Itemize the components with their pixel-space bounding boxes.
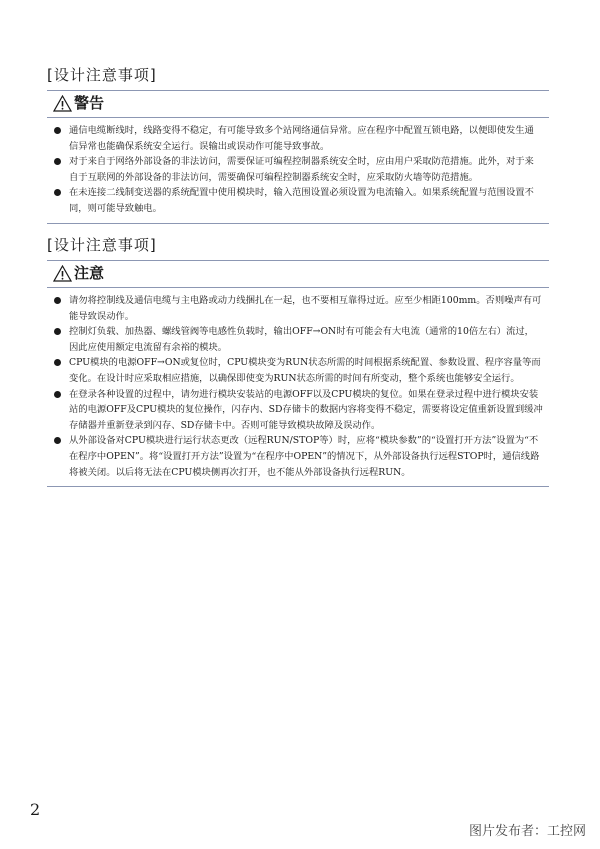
warning-box bbox=[47, 90, 549, 224]
list-item bbox=[47, 355, 549, 386]
watermark: 图片发布者：工控网 bbox=[468, 824, 586, 839]
list-item-text: 对于来自于网络外部设备的非法访问，需要保证可编程控制器系统安全时，应由用户采取防范措施。此外，对于来自于互联网的外部设备的非法访问，需要确保可编程控制器系统安全时，应采取防火墙等防范措施。 bbox=[69, 156, 534, 183]
list-item-text: 在登录各种设置的过程中，请勿进行模块安装站的电源OFF以及CPU模块的复位。如果在登录过程中进行模块安装站的电源OFF及CPU模块的复位操作，闪存内、SD存储卡的数据内容将变得不稳定，需要将设定值重新设置到缓冲存储器并重新登录到闪存、SD存储卡中。否则可能导致模块故障及误动作。 bbox=[69, 388, 543, 431]
section-title: [设计注意事项] bbox=[47, 66, 157, 84]
bullet-icon bbox=[54, 127, 61, 134]
list-item bbox=[47, 387, 549, 434]
list-item-text: 通信电缆断线时，线路变得不稳定，有可能导致多个站网络通信异常。应在程序中配置互锁电路，以便即使发生通信异常也能确保系统安全运行。误输出或误动作可能导致事故。 bbox=[69, 125, 534, 152]
caution-list bbox=[47, 288, 549, 486]
caution-box-header bbox=[47, 261, 549, 288]
bullet-icon bbox=[54, 437, 61, 444]
warning-list bbox=[47, 118, 549, 223]
list-item bbox=[47, 123, 549, 154]
list-item-text: 在未连接二线制变送器的系统配置中使用模块时，输入范围设置必须设置为电流输入。如果系统配置与范围设置不同，则可能导致触电。 bbox=[69, 187, 534, 214]
list-item-text: 从外部设备对CPU模块进行运行状态更改（远程RUN/STOP等）时，应将“模块参数”的“设置打开方法”设置为“不在程序中OPEN”。将“设置打开方法”设置为“在程序中OPEN”的情况下，从外部设备执行远程STOP时，通信线路将被关闭。以后将无法在CPU模块侧再次打开，也不能从外部设备执行远程RUN。 bbox=[69, 435, 540, 478]
list-item bbox=[47, 293, 549, 324]
list-item-text: 控制灯负载、加热器、螺线管阀等电感性负载时，输出OFF→ON时有可能会有大电流（通常的10倍左右）流过，因此应使用额定电流留有余裕的模块。 bbox=[69, 326, 534, 353]
list-item bbox=[47, 433, 549, 480]
caution-box bbox=[47, 260, 549, 487]
list-item bbox=[47, 324, 549, 355]
warning-box-header bbox=[47, 91, 549, 118]
bullet-icon bbox=[54, 297, 61, 304]
bullet-icon bbox=[54, 328, 61, 335]
bullet-icon bbox=[54, 158, 61, 165]
warning-triangle-icon bbox=[53, 95, 72, 112]
bullet-icon bbox=[54, 189, 61, 196]
design-precautions-caution-section bbox=[47, 236, 549, 487]
list-item bbox=[47, 154, 549, 185]
page-number: 2 bbox=[30, 800, 41, 819]
caution-label: 注意 bbox=[74, 264, 105, 282]
section-title: [设计注意事项] bbox=[47, 236, 157, 254]
caution-triangle-icon bbox=[53, 265, 72, 282]
bullet-icon bbox=[54, 391, 61, 398]
list-item-text: CPU模块的电源OFF→ON或复位时，CPU模块变为RUN状态所需的时间根据系统配置、参数设置、程序容量等而变化。在设计时应采取相应措施，以确保即使变为RUN状态所需的时间有所变动，整个系统也能够安全运行。 bbox=[69, 357, 541, 384]
warning-label: 警告 bbox=[74, 94, 105, 112]
list-item-text: 请勿将控制线及通信电缆与主电路或动力线捆扎在一起，也不要相互靠得过近。应至少相距100mm。否则噪声有可能导致误动作。 bbox=[69, 295, 542, 322]
bullet-icon bbox=[54, 359, 61, 366]
list-item bbox=[47, 185, 549, 216]
design-precautions-warning-section bbox=[47, 66, 549, 224]
